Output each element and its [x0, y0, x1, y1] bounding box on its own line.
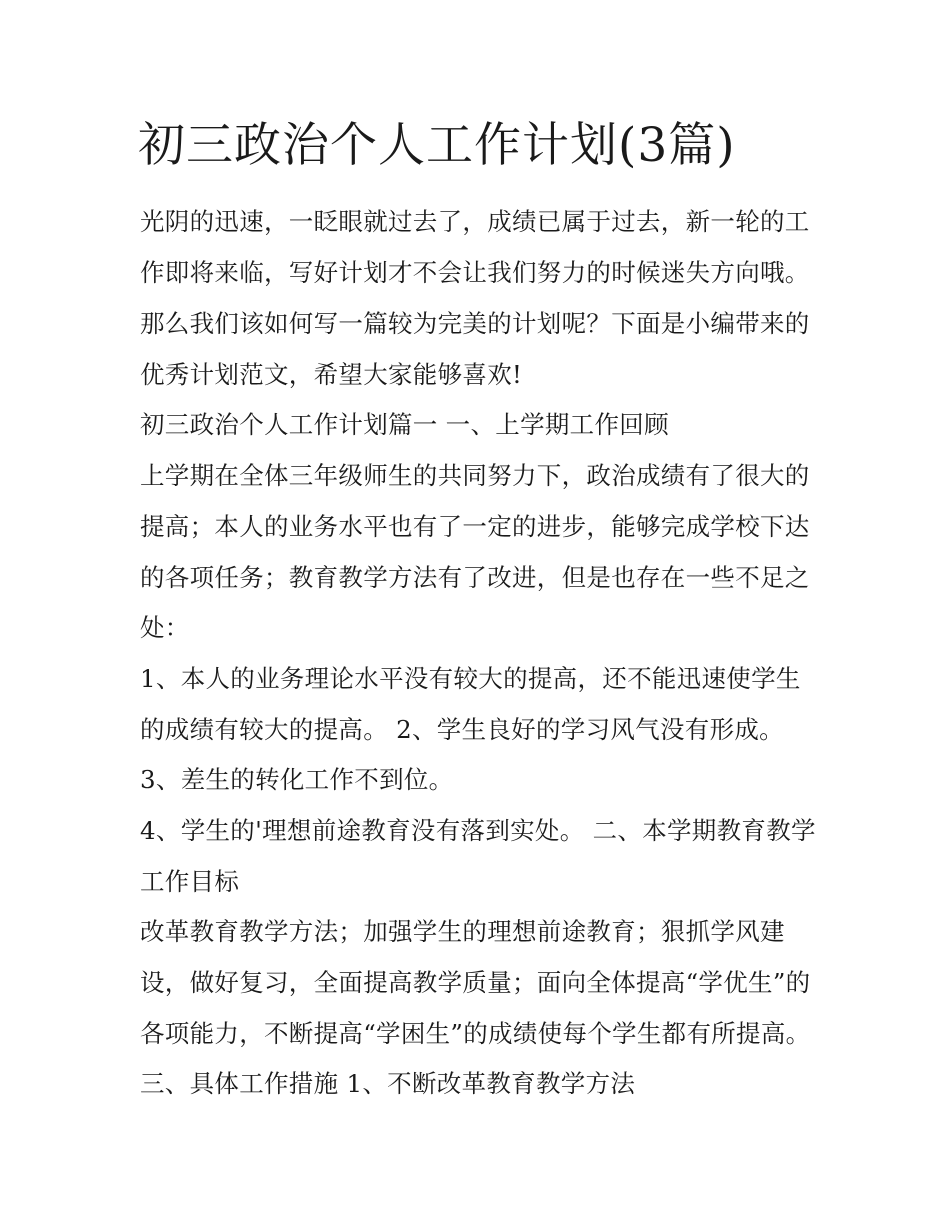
paragraph-line: 作即将来临，写好计划才不会让我们努力的时候迷失方向哦。 [140, 258, 810, 287]
paragraph-line: 光阴的迅速，一眨眼就过去了，成绩已属于过去，新一轮的工 [140, 207, 810, 236]
paragraph-line: 工作目标 [140, 867, 240, 896]
list-item-line: 3、差生的转化工作不到位。 [140, 765, 454, 794]
paragraph-line: 优秀计划范文，希望大家能够喜欢! [140, 360, 523, 389]
section-heading-line: 初三政治个人工作计划篇一 一、上学期工作回顾 [140, 410, 669, 439]
paragraph-line: 提高；本人的业务水平也有了一定的进步，能够完成学校下达 [140, 512, 810, 541]
section-heading-line: 三、具体工作措施 1、不断改革教育教学方法 [140, 1069, 636, 1098]
paragraph-line: 处： [140, 613, 190, 642]
paragraph-line: 上学期在全体三年级师生的共同努力下，政治成绩有了很大的 [140, 461, 810, 490]
document-title: 初三政治个人工作计划(3篇) [138, 118, 736, 173]
paragraph-line: 的各项任务；教育教学方法有了改进，但是也存在一些不足之 [140, 563, 810, 592]
paragraph-line: 设，做好复习，全面提高教学质量；面向全体提高“学优生”的 [140, 968, 811, 997]
list-item-line: 1、本人的业务理论水平没有较大的提高，还不能迅速使学生 [140, 664, 801, 693]
paragraph-line: 那么我们该如何写一篇较为完美的计划呢？下面是小编带来的 [140, 309, 810, 338]
list-item-line: 的成绩有较大的提高。 2、学生良好的学习风气没有形成。 [140, 715, 784, 744]
paragraph-line: 改革教育教学方法；加强学生的理想前途教育；狠抓学风建 [140, 917, 785, 946]
list-item-line: 4、学生的'理想前途教育没有落到实处。 二、本学期教育教学 [140, 816, 816, 845]
paragraph-line: 各项能力，不断提高“学困生”的成绩使每个学生都有所提高。 [140, 1019, 811, 1048]
